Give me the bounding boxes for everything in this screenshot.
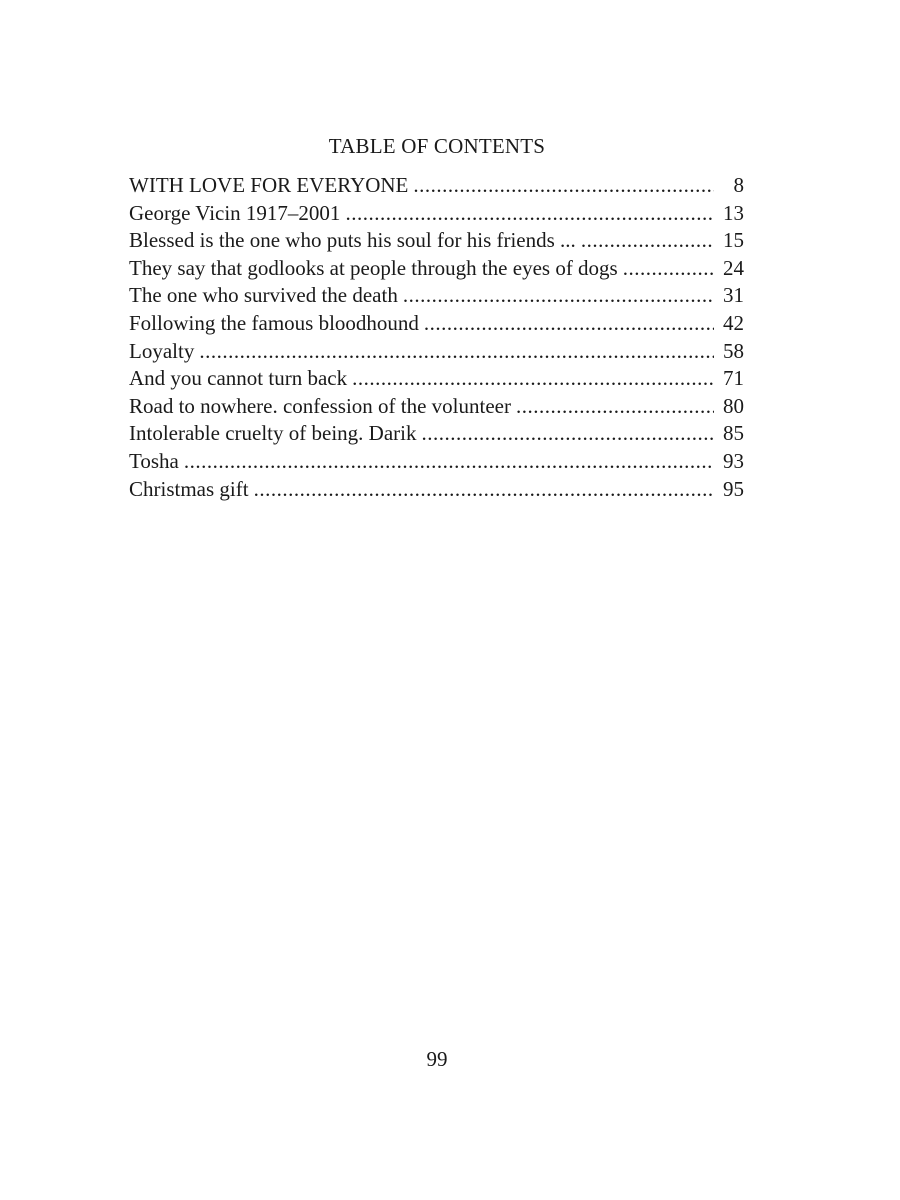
toc-entry-page: 93: [723, 448, 744, 473]
dot-leader: [623, 255, 714, 283]
toc-entry-page: 13: [723, 200, 744, 225]
toc-entry-title: They say that godlooks at people through the eyes of dogs: [129, 255, 618, 280]
toc-entry-title: The one who survived the death: [129, 283, 398, 308]
toc-entry-title: George Vicin 1917–2001: [129, 200, 341, 225]
toc-entry-title: Road to nowhere. confession of the volunteer: [129, 393, 511, 418]
dot-leader: [199, 338, 714, 366]
toc-entry-page: 95: [723, 476, 744, 501]
toc-entry-page: 8: [733, 173, 744, 197]
dot-leader: [254, 476, 714, 504]
toc-entry[interactable]: [129, 393, 744, 421]
dot-leader: [421, 420, 714, 448]
page-title: TABLE OF CONTENTS: [328, 134, 546, 158]
toc-entry[interactable]: [129, 172, 744, 200]
toc-entry-page: 85: [723, 421, 744, 446]
dot-leader: [516, 393, 714, 421]
toc-entry-title: Christmas gift: [129, 476, 249, 501]
toc-entry-page: 31: [723, 283, 744, 308]
toc-entry-title: Following the famous bloodhound: [129, 310, 419, 335]
toc-entry-title: Tosha: [129, 448, 179, 473]
toc-entry-page: 58: [723, 338, 744, 363]
toc-entry-title: And you cannot turn back: [129, 366, 348, 391]
toc-entry-page: 24: [723, 255, 744, 280]
toc-entry[interactable]: [129, 200, 744, 228]
dot-leader: [345, 200, 714, 228]
toc-entry[interactable]: [129, 282, 744, 310]
dot-leader: [581, 227, 714, 255]
page-number: 99: [426, 1047, 448, 1071]
dot-leader: [413, 172, 714, 200]
toc-entry[interactable]: [129, 227, 744, 255]
dot-leader: [352, 365, 714, 393]
toc-entry-page: 42: [723, 310, 744, 335]
toc-entry[interactable]: [129, 420, 744, 448]
dot-leader: [424, 310, 714, 338]
toc-entry[interactable]: [129, 476, 744, 504]
toc-entry[interactable]: [129, 310, 744, 338]
toc-entry[interactable]: [129, 338, 744, 366]
dot-leader: [184, 448, 714, 476]
toc-entry-title: Loyalty: [129, 338, 195, 363]
toc-entry-page: 15: [723, 228, 744, 253]
table-of-contents: [129, 172, 744, 503]
toc-entry-title: WITH LOVE FOR EVERYONE: [129, 173, 409, 197]
toc-entry[interactable]: [129, 365, 744, 393]
toc-entry[interactable]: [129, 255, 744, 283]
toc-entry-page: 71: [723, 366, 744, 391]
toc-entry-title: Intolerable cruelty of being. Darik: [129, 421, 417, 446]
toc-entry-page: 80: [723, 393, 744, 418]
dot-leader: [403, 282, 714, 310]
toc-entry-title: Blessed is the one who puts his soul for his friends ...: [129, 228, 576, 253]
toc-entry[interactable]: [129, 448, 744, 476]
